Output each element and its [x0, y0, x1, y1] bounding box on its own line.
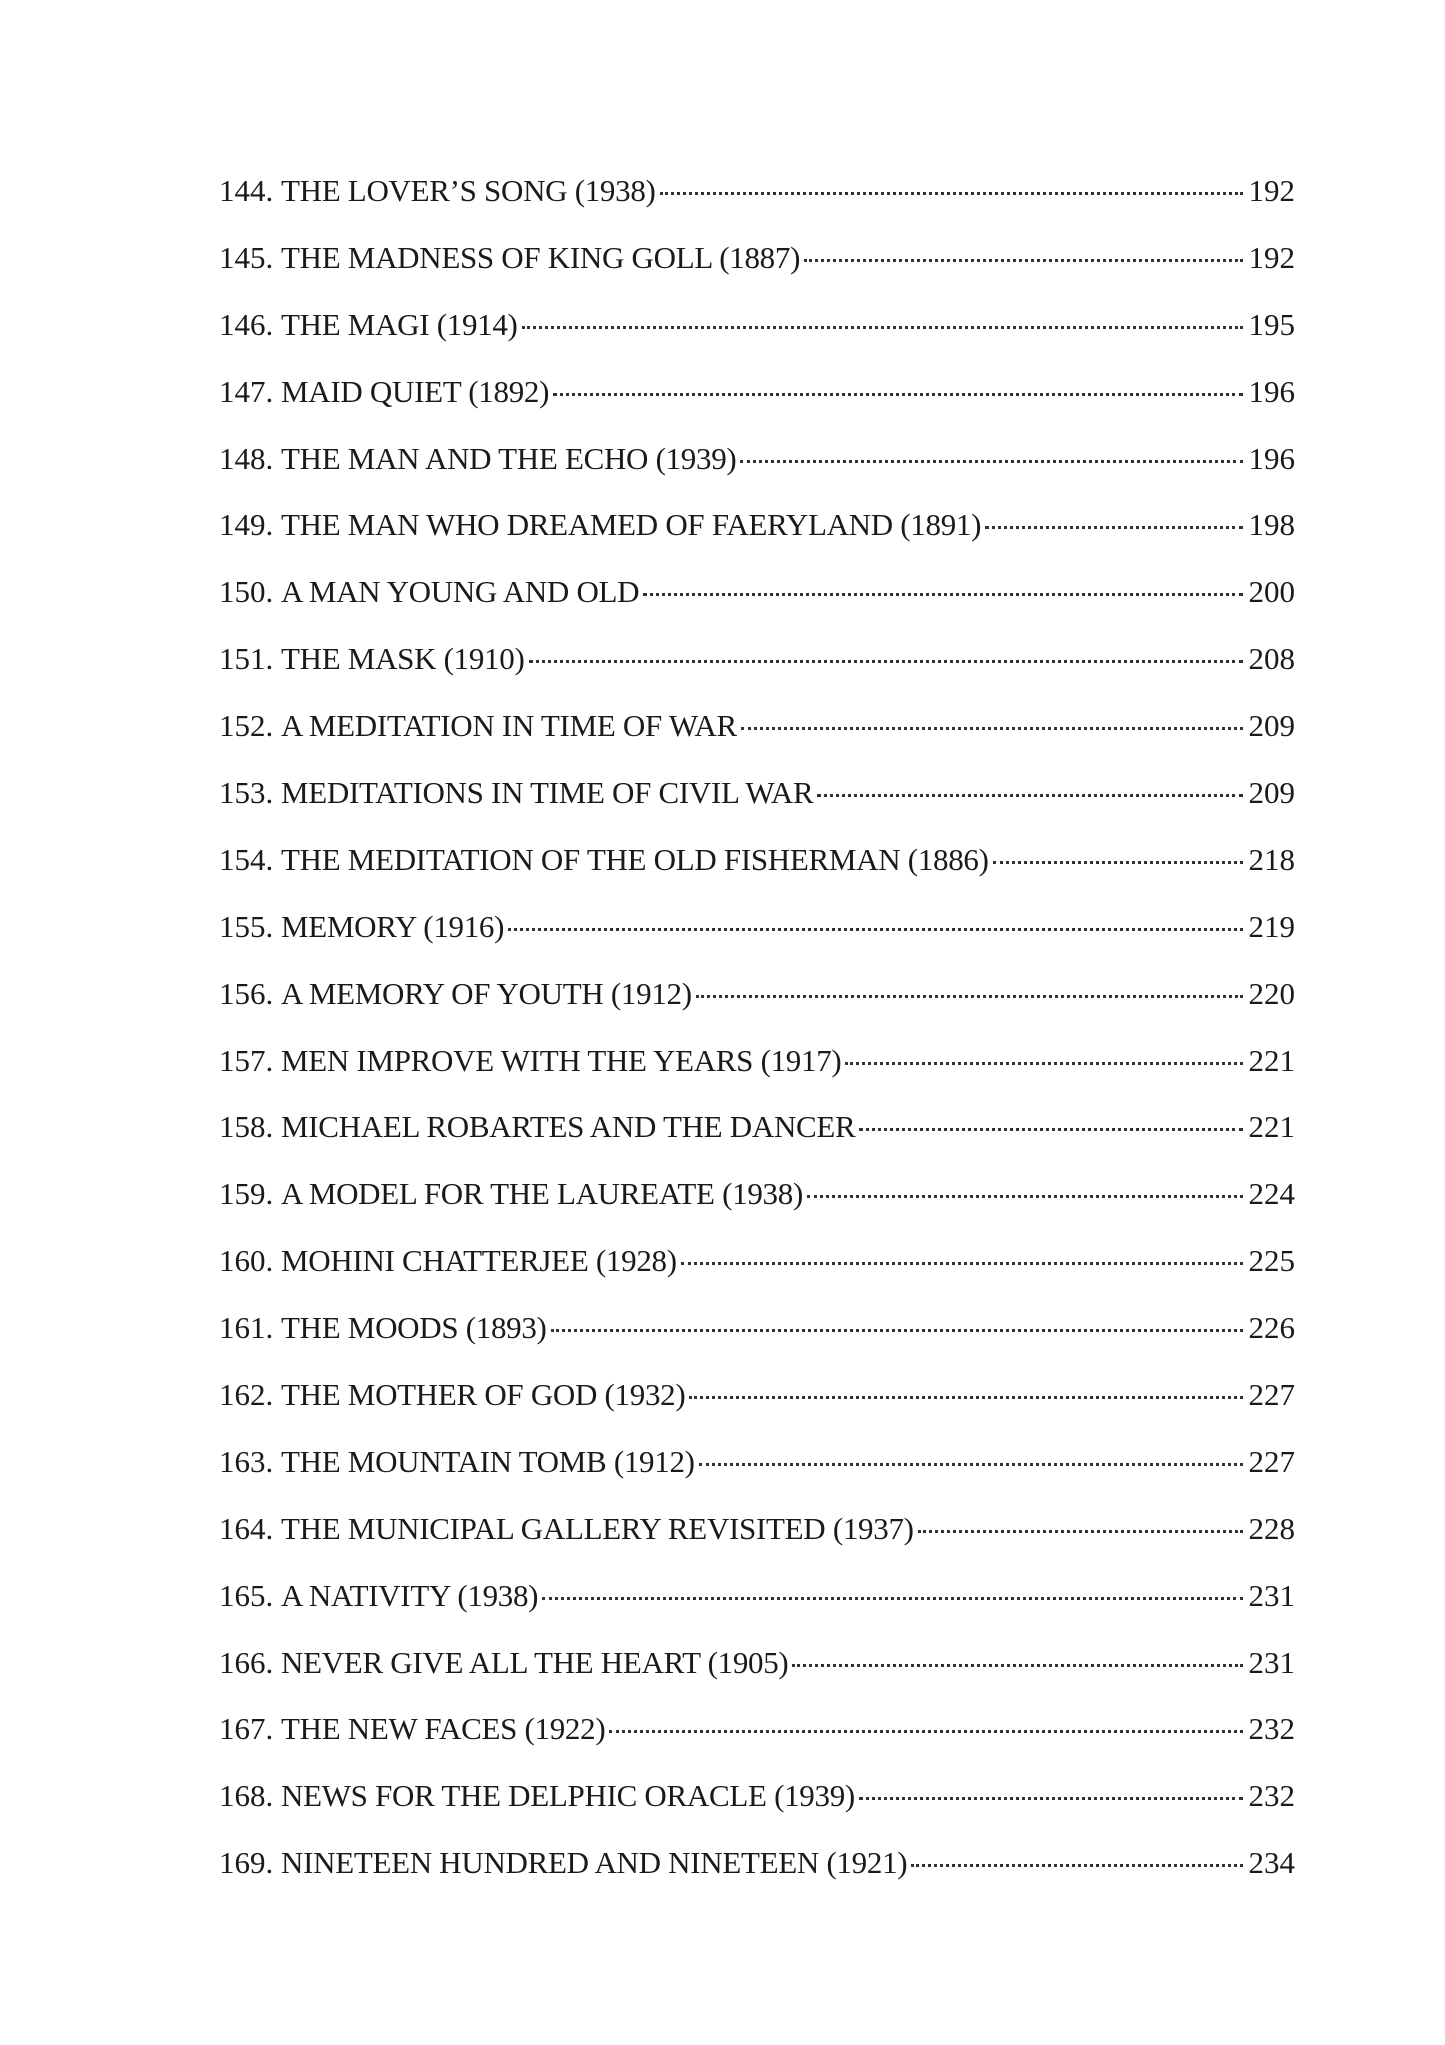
toc-entry[interactable]: [219, 1630, 1295, 1697]
dot-leader: [529, 660, 1243, 663]
entry-number: 159.: [219, 1176, 274, 1212]
entry-page-number: 200: [1248, 574, 1295, 610]
entry-page-number: 231: [1248, 1644, 1295, 1680]
entry-title: A NATIVITY (1938): [281, 1577, 539, 1613]
entry-title: THE MEDITATION OF THE OLD FISHERMAN (1886): [281, 841, 989, 877]
entry-title: THE MOTHER OF GOD (1932): [281, 1377, 686, 1413]
dot-leader: [985, 526, 1242, 529]
dot-leader: [689, 1396, 1242, 1399]
entry-page-number: 208: [1248, 641, 1295, 677]
dot-leader: [551, 1329, 1243, 1332]
dot-leader: [859, 1797, 1243, 1800]
entry-page-number: 234: [1248, 1845, 1295, 1881]
entry-number: 168.: [219, 1778, 274, 1814]
entry-title: MAID QUIET (1892): [281, 373, 550, 409]
dot-leader: [542, 1597, 1242, 1600]
toc-entry[interactable]: [219, 827, 1295, 894]
toc-entry[interactable]: [219, 1362, 1295, 1429]
entry-number: 145.: [219, 239, 274, 275]
dot-leader: [643, 593, 1242, 596]
toc-entry[interactable]: [219, 1696, 1295, 1763]
entry-title: THE MADNESS OF KING GOLL (1887): [281, 239, 801, 275]
entry-page-number: 224: [1248, 1176, 1295, 1212]
entry-title: MOHINI CHATTERJEE (1928): [281, 1243, 677, 1279]
entry-number: 151.: [219, 641, 274, 677]
dot-leader: [699, 1463, 1243, 1466]
entry-number: 153.: [219, 775, 274, 811]
entry-number: 149.: [219, 507, 274, 543]
entry-page-number: 226: [1248, 1310, 1295, 1346]
entry-number: 146.: [219, 306, 274, 342]
entry-title: MEMORY (1916): [281, 908, 505, 944]
toc-entry[interactable]: [219, 1830, 1295, 1897]
entry-page-number: 221: [1248, 1042, 1295, 1078]
entry-title: THE MOUNTAIN TOMB (1912): [281, 1443, 695, 1479]
entry-number: 150.: [219, 574, 274, 610]
dot-leader: [792, 1664, 1242, 1667]
entry-page-number: 225: [1248, 1243, 1295, 1279]
entry-page-number: 192: [1248, 239, 1295, 275]
dot-leader: [508, 928, 1242, 931]
entry-title: THE NEW FACES (1922): [281, 1711, 606, 1747]
toc-entry[interactable]: [219, 1228, 1295, 1295]
entry-page-number: 196: [1248, 440, 1295, 476]
entry-title: NEWS FOR THE DELPHIC ORACLE (1939): [281, 1778, 855, 1814]
entry-page-number: 227: [1248, 1377, 1295, 1413]
toc-entry[interactable]: [219, 1763, 1295, 1830]
entry-number: 152.: [219, 708, 274, 744]
toc-entry[interactable]: [219, 1429, 1295, 1496]
toc-entry[interactable]: [219, 492, 1295, 559]
entry-title: A MAN YOUNG AND OLD: [281, 574, 640, 610]
dot-leader: [696, 995, 1243, 998]
dot-leader: [807, 1195, 1243, 1198]
entry-title: THE MAN AND THE ECHO (1939): [281, 440, 737, 476]
entry-page-number: 232: [1248, 1711, 1295, 1747]
toc-entry[interactable]: [219, 693, 1295, 760]
dot-leader: [918, 1530, 1243, 1533]
dot-leader: [859, 1128, 1242, 1131]
dot-leader: [740, 460, 1242, 463]
dot-leader: [553, 393, 1242, 396]
toc-entry[interactable]: [219, 760, 1295, 827]
entry-page-number: 227: [1248, 1443, 1295, 1479]
entry-page-number: 231: [1248, 1577, 1295, 1613]
entry-title: MEDITATIONS IN TIME OF CIVIL WAR: [281, 775, 814, 811]
dot-leader: [804, 259, 1242, 262]
entry-number: 155.: [219, 908, 274, 944]
toc-entry[interactable]: [219, 626, 1295, 693]
dot-leader: [681, 1262, 1243, 1265]
entry-number: 166.: [219, 1644, 274, 1680]
dot-leader: [522, 326, 1243, 329]
entry-number: 160.: [219, 1243, 274, 1279]
toc-entry[interactable]: [219, 559, 1295, 626]
entry-page-number: 232: [1248, 1778, 1295, 1814]
entry-title: THE MAGI (1914): [281, 306, 518, 342]
toc-entry[interactable]: [219, 1295, 1295, 1362]
entry-number: 165.: [219, 1577, 274, 1613]
entry-page-number: 209: [1248, 775, 1295, 811]
entry-title: THE MUNICIPAL GALLERY REVISITED (1937): [281, 1510, 914, 1546]
entry-number: 158.: [219, 1109, 274, 1145]
entry-title: A MEMORY OF YOUTH (1912): [281, 975, 692, 1011]
entry-number: 144.: [219, 173, 274, 208]
entry-number: 167.: [219, 1711, 274, 1747]
toc-entry[interactable]: [219, 292, 1295, 359]
entry-number: 162.: [219, 1377, 274, 1413]
dot-leader: [911, 1864, 1242, 1867]
table-of-contents: [219, 158, 1295, 1897]
entry-number: 169.: [219, 1845, 274, 1881]
entry-page-number: 192: [1248, 173, 1295, 208]
entry-number: 163.: [219, 1443, 274, 1479]
entry-number: 148.: [219, 440, 274, 476]
dot-leader: [993, 861, 1243, 864]
entry-number: 157.: [219, 1042, 274, 1078]
entry-title: MEN IMPROVE WITH THE YEARS (1917): [281, 1042, 842, 1078]
entry-number: 147.: [219, 373, 274, 409]
entry-title: NINETEEN HUNDRED AND NINETEEN (1921): [281, 1845, 908, 1881]
entry-title: THE MOODS (1893): [281, 1310, 547, 1346]
entry-page-number: 219: [1248, 908, 1295, 944]
toc-entry[interactable]: [219, 1563, 1295, 1630]
toc-entry[interactable]: [219, 1028, 1295, 1095]
entry-page-number: 209: [1248, 708, 1295, 744]
dot-leader: [741, 727, 1243, 730]
entry-page-number: 196: [1248, 373, 1295, 409]
toc-entry[interactable]: [219, 1161, 1295, 1228]
entry-title: MICHAEL ROBARTES AND THE DANCER: [281, 1109, 856, 1145]
entry-title: THE MASK (1910): [281, 641, 525, 677]
toc-entry[interactable]: [219, 359, 1295, 426]
entry-number: 156.: [219, 975, 274, 1011]
entry-title: A MODEL FOR THE LAUREATE (1938): [281, 1176, 803, 1212]
dot-leader: [660, 192, 1243, 195]
dot-leader: [609, 1730, 1242, 1733]
toc-entry[interactable]: [219, 158, 1295, 225]
dot-leader: [845, 1062, 1242, 1065]
entry-title: THE LOVER’S SONG (1938): [281, 173, 656, 208]
entry-title: A MEDITATION IN TIME OF WAR: [281, 708, 737, 744]
dot-leader: [817, 794, 1242, 797]
entry-page-number: 221: [1248, 1109, 1295, 1145]
toc-entry[interactable]: [219, 1496, 1295, 1563]
entry-page-number: 198: [1248, 507, 1295, 543]
entry-page-number: 218: [1248, 841, 1295, 877]
entry-page-number: 220: [1248, 975, 1295, 1011]
toc-entry[interactable]: [219, 961, 1295, 1028]
entry-number: 164.: [219, 1510, 274, 1546]
toc-entry[interactable]: [219, 894, 1295, 961]
entry-number: 154.: [219, 841, 274, 877]
entry-number: 161.: [219, 1310, 274, 1346]
entry-title: THE MAN WHO DREAMED OF FAERYLAND (1891): [281, 507, 982, 543]
toc-entry[interactable]: [219, 225, 1295, 292]
toc-entry[interactable]: [219, 1094, 1295, 1161]
entry-title: NEVER GIVE ALL THE HEART (1905): [281, 1644, 789, 1680]
toc-entry[interactable]: [219, 426, 1295, 493]
entry-page-number: 195: [1248, 306, 1295, 342]
entry-page-number: 228: [1248, 1510, 1295, 1546]
